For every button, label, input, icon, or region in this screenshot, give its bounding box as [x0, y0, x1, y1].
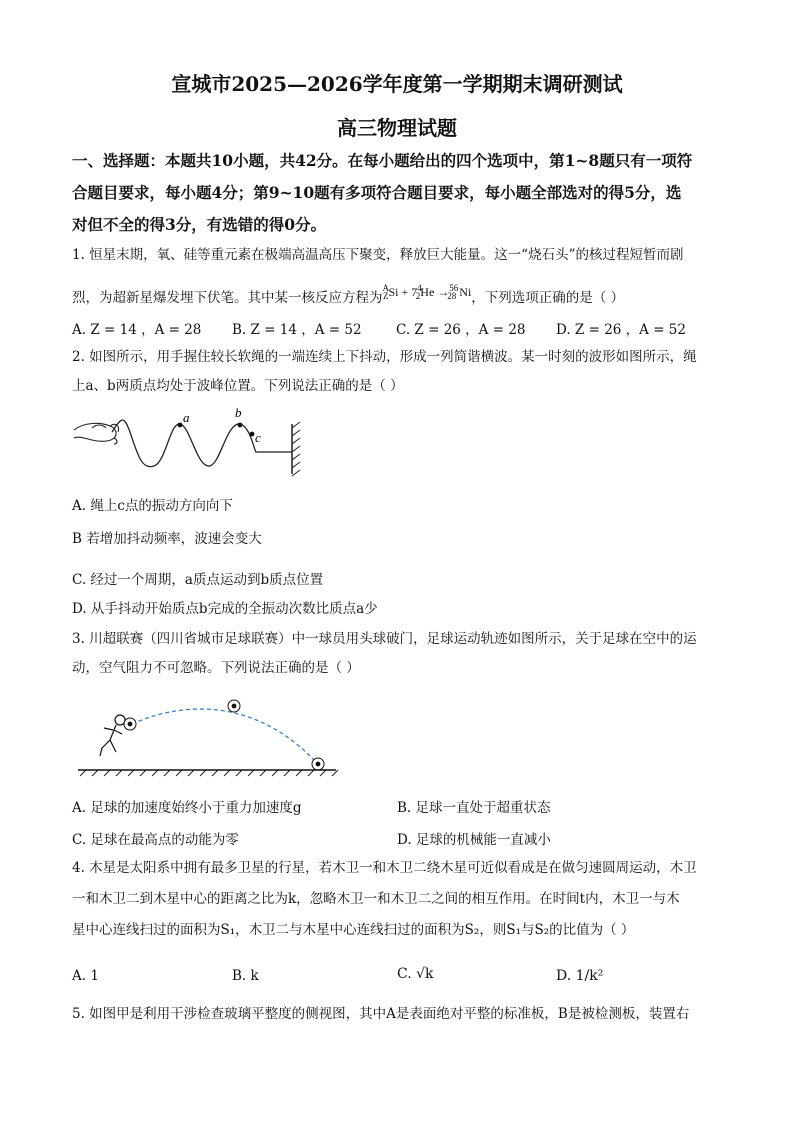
- football-icon: [312, 758, 324, 770]
- football-icon: [228, 700, 240, 712]
- q2-option-d: D. 从手抖动开始质点b完成的全振动次数比质点a少: [72, 601, 378, 617]
- q4-option-a: A. 1: [72, 968, 99, 984]
- question-4: [72, 853, 722, 946]
- question-2-line1: 2. 如图所示，用手握住较长软绳的一端连续上下抖动，形成一列简谐横波。某一时刻的波形如图所示，绳: [72, 349, 697, 365]
- question-4-line3: 星中心连线扫过的面积为S₁，木卫二与木星中心连线扫过的面积为S₂，则S₁与S₂的比值为（ ）: [72, 922, 635, 938]
- question-3: [72, 625, 722, 683]
- exam-title: 宣城市2025—2026学年度第一学期期末调研测试: [171, 72, 623, 96]
- question-3-line1: 3. 川超联赛（四川省城市足球联赛）中一球员用头球破门，足球运动轨迹如图所示，关于足球在空中的运: [72, 631, 697, 647]
- question-1-line1: 1. 恒星末期，氧、硅等重元素在极端高温高压下聚变，释放巨大能量。这一“烧石头”的核过程短暂而剧: [72, 247, 684, 263]
- point-a: [178, 423, 183, 428]
- nuclear-equation: $^A_ZSi + 7^4_2He \to^{56}_{28}$ Ni: [382, 283, 472, 302]
- question-5-line1: 5. 如图甲是利用干涉检查玻璃平整度的侧视图，其中A是表面绝对平整的标准板，B是被检测板，装置右: [72, 1006, 690, 1022]
- football-trajectory-figure: [76, 694, 340, 778]
- q1-option-b: B. Z = 14 ，A = 52: [232, 322, 362, 338]
- q2-option-b: B 若增加抖动频率，波速会变大: [72, 531, 262, 547]
- wave-curve: [112, 420, 292, 467]
- q4-option-c: C. √k: [397, 966, 434, 982]
- section-line: 一、选择题：本题共10小题，共42分。在每小题给出的四个选项中，第1~8题只有一项符: [72, 151, 693, 170]
- question-1-text: 烈，为超新星爆发埋下伏笔。其中某一核反应方程为: [72, 290, 383, 306]
- wall-hatching: [292, 422, 300, 476]
- label-b: b: [235, 408, 242, 420]
- q3-option-d: D. 足球的机械能一直减小: [397, 832, 551, 848]
- section-line: 合题目要求，每小题4分；第9~10题有多项符合题目要求，每小题全部选对的得5分，选: [72, 183, 682, 202]
- rope-wave-figure: [70, 408, 310, 480]
- section-line: 对但不全的得3分，有选错的得0分。: [72, 215, 327, 234]
- q1-option-a: A. Z = 14 ，A = 28: [72, 322, 202, 338]
- question-1-prompt: ，下列选项正确的是（ ）: [471, 290, 625, 306]
- q1-option-d: D. Z = 26 ，A = 52: [556, 322, 686, 338]
- question-4-line2: 一和木卫二到木星中心的距离之比为k，忽略木卫一和木卫二之间的相互作用。在时间t内，木卫一与木: [72, 891, 680, 907]
- q3-option-a: A. 足球的加速度始终小于重力加速度g: [72, 800, 302, 816]
- football-icon: [124, 718, 136, 730]
- question-4-line1: 4. 木星是太阳系中拥有最多卫星的行星，若木卫一和木卫二绕木星可近似看成是在做匀速圆周运动，木卫: [72, 860, 697, 876]
- exam-subtitle: 高三物理试题: [337, 116, 457, 140]
- section-instructions: [72, 145, 722, 241]
- label-c: c: [255, 430, 261, 445]
- q1-option-c: C. Z = 26 ，A = 28: [396, 322, 526, 338]
- trajectory-path: [132, 709, 314, 760]
- q2-option-a: A. 绳上c点的振动方向向下: [72, 498, 233, 514]
- q2-option-c: C. 经过一个周期，a质点运动到b质点位置: [72, 572, 324, 588]
- question-2-line2: 上a、b两质点均处于波峰位置。下列说法正确的是（ ）: [72, 378, 404, 394]
- hand-icon: [74, 423, 119, 444]
- q4-option-b: B. k: [232, 968, 259, 984]
- label-a: a: [183, 410, 190, 425]
- ground-hatching: [80, 770, 338, 776]
- q4-option-d: D. 1/k²: [556, 968, 604, 984]
- point-c: [250, 432, 255, 437]
- q3-option-b: B. 足球一直处于超重状态: [397, 800, 551, 816]
- question-3-line2: 动，空气阻力不可忽略。下列说法正确的是（ ）: [72, 660, 360, 676]
- q3-option-c: C. 足球在最高点的动能为零: [72, 832, 239, 848]
- player-figure: [100, 715, 125, 756]
- question-1-line2: [72, 280, 722, 317]
- point-b: [238, 423, 243, 428]
- question-2: [72, 343, 722, 401]
